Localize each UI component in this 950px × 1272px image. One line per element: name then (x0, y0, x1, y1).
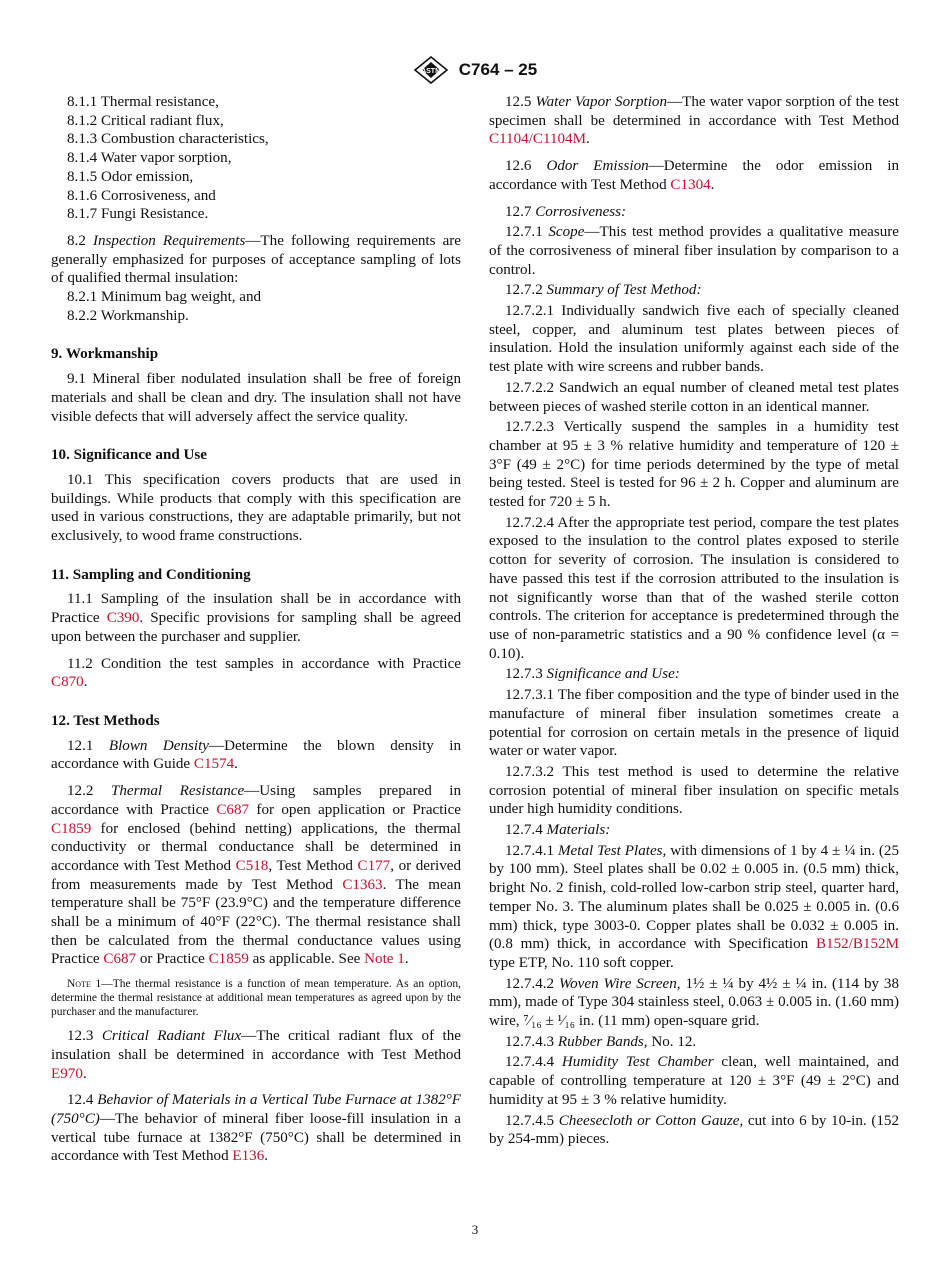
list-8-1 (51, 93, 461, 224)
astm-logo-icon (413, 56, 449, 84)
link-e136[interactable]: E136 (232, 1148, 265, 1165)
link-c1304[interactable]: C1304 (670, 176, 711, 193)
para-10-1: 10.1 This specification covers products that are used in buildings. While products that comply with this specification are used in various constructions, they are adaptable primarily, but not exclusively, to wood frame constructions. (51, 471, 461, 545)
para-12-7-3: 12.7.3 Significance and Use: (505, 666, 680, 683)
link-c687[interactable]: C687 (103, 951, 137, 968)
para-12-7-4-1: 12.7.4.1 Metal Test Plates, with dimensions of 1 by 4 ± ¼ in. (25 by 100 mm). Steel plates shall be 0.02 ± 0.005 in. (0.5 mm) thick, bright No. 2 finish, cold-rolled low-carbon strip steel, quarter hard, temper No. 3. The aluminum plates shall be 0.025 ± 0.005 in. (0.6 mm) thick, type 3003-0. Copper plates shall be 0.032 ± 0.005 in. (0.8 mm) thick, in accordance with Specification B152/B152M type ETP, No. 110 soft copper. (489, 842, 899, 971)
list-item: 8.2.1 Minimum bag weight, and (67, 289, 262, 306)
heading-significance: 10. Significance and Use (51, 447, 207, 464)
page-number: 3 (471, 1222, 479, 1237)
list-item: 8.2.2 Workmanship. (67, 307, 189, 324)
list-item: 8.1.1 Thermal resistance, (67, 94, 219, 110)
list-item: 8.1.3 Combustion characteristics, (67, 131, 269, 148)
para-12-7-4-4: 12.7.4.4 Humidity Test Chamber clean, well maintained, and capable of controlling temperature at 120 ± 3°F (49 ± 2°C) and humidity at 95 ± 3 % relative humidity. (489, 1054, 899, 1108)
para-12-5: 12.5 Water Vapor Sorption—The water vapor sorption of the test specimen shall be determined in accordance with Test Method C1104/C1104M. (489, 94, 899, 148)
link-c1574[interactable]: C1574 (193, 756, 235, 773)
link-e970[interactable]: E970 (51, 1065, 83, 1082)
list-item: 8.1.4 Water vapor sorption, (67, 150, 232, 167)
heading-workmanship: 9. Workmanship (51, 346, 159, 363)
para-12-7-4-5: 12.7.4.5 Cheesecloth or Cotton Gauze, cut into 6 by 10-in. (152 by 254-mm) pieces. (489, 1112, 899, 1148)
para-12-7-4-2: 12.7.4.2 Woven Wire Screen, 1½ ± ¼ by 4½ ± ¼ in. (114 by 38 mm), made of Type 304 stainless steel, 0.063 ± 0.005 in. (1.60 mm) wire, ⁷⁄₁₆ ± ¹⁄₁₆ in. (11 mm) open-square grid. (489, 975, 900, 1030)
document-id: C764 – 25 (458, 60, 538, 79)
link-c1104[interactable]: C1104/C1104M (489, 131, 587, 148)
para-12-7-2-4: 12.7.2.4 After the appropriate test period, compare the test plates exposed to the insulation to the control plates exposed to sterile cotton for severity of corrosion. The insulation is considered to have passed this test if the corrosion attributed to the insulation is not significantly worse than that of the washed sterile cotton controls. The criterion for acceptance is predetermined through the use of non-parametric statistics and a 90 % confidence level (α = 0.10). (489, 514, 899, 662)
link-b152[interactable]: B152/B152M (815, 936, 899, 953)
para-12-2: 12.2 Thermal Resistance—Using samples prepared in accordance with Practice C687 for open application or Practice C1859 for enclosed (behind netting) applications, the thermal conductivity or thermal conductance shall be determined in accordance with Test Method C518, Test Method C177, or derived from measurements made by Test Method C1363. The mean temperature shall be 75°F (23.9°C) and the temperature difference shall be a minimum of 40°F (22°C). The thermal resistance shall then be calculated from the thermal conductance values using Practice C687 or Practice C1859 as applicable. See Note 1. (51, 783, 462, 968)
heading-sampling: 11. Sampling and Conditioning (51, 566, 251, 583)
para-12-7-4: 12.7.4 Materials: (505, 822, 611, 839)
heading-test-methods: 12. Test Methods (51, 712, 160, 729)
note-1: Note 1—The thermal resistance is a function of mean temperature. As an option, determine the thermal resistance at additional mean temperatures as agreed upon by the purchaser and the manufacturer. (51, 978, 461, 1019)
list-8-2 (51, 288, 461, 325)
link-c1363[interactable]: C1363 (342, 876, 383, 893)
link-c687[interactable]: C687 (216, 801, 250, 818)
link-c390[interactable]: C390 (106, 610, 140, 627)
para-9-1: 9.1 Mineral fiber nodulated insulation shall be free of foreign materials and shall be clean and dry. The insulation shall not have visible defects that will adversely affect the service quality. (51, 371, 461, 425)
link-c1859[interactable]: C1859 (208, 951, 249, 968)
para-12-7: 12.7 Corrosiveness: (505, 203, 627, 220)
para-12-7-1: 12.7.1 Scope—This test method provides a qualitative measure of the corrosiveness of mineral fiber insulation by comparison to a control. (489, 224, 899, 278)
list-item: 8.1.5 Odor emission, (67, 168, 194, 185)
para-12-7-2: 12.7.2 Summary of Test Method: (505, 282, 702, 299)
para-11-1: 11.1 Sampling of the insulation shall be in accordance with Practice C390. Specific provisions for sampling shall be agreed upon between the purchaser and supplier. (51, 591, 461, 645)
para-12-3: 12.3 Critical Radiant Flux—The critical radiant flux of the insulation shall be determined in accordance with Test Method E970. (51, 1028, 461, 1082)
list-item: 8.1.7 Fungi Resistance. (67, 206, 209, 223)
para-12-1: 12.1 Blown Density—Determine the blown density in accordance with Guide C1574. (51, 737, 461, 773)
para-12-4: 12.4 Behavior of Materials in a Vertical Tube Furnace at 1382°F (750°C)—The behavior of mineral fiber loose-fill insulation in a vertical tube furnace at 1382°F (750°C) shall be determined in accordance with Test Method E136. (51, 1092, 461, 1165)
para-12-7-4-3: 12.7.4.3 Rubber Bands, No. 12. (505, 1033, 697, 1050)
link-note-1[interactable]: Note 1 (364, 951, 405, 968)
para-12-7-3-1: 12.7.3.1 The fiber composition and the type of binder used in the manufacture of mineral fiber insulation sometimes create a potential for corrosion on certain metals in the presence of liquid water or water vapor. (489, 687, 899, 760)
list-item: 8.1.6 Corrosiveness, and (67, 187, 216, 204)
para-12-7-2-2: 12.7.2.2 Sandwich an equal number of cleaned metal test plates between pieces of washed sterile cotton in an identical manner. (489, 379, 899, 415)
right-column (489, 93, 899, 1151)
svg-text:ASTM: ASTM (420, 68, 441, 75)
page-header (0, 56, 950, 86)
link-c870[interactable]: C870 (51, 674, 84, 691)
link-c177[interactable]: C177 (357, 857, 391, 874)
para-11-2: 11.2 Condition the test samples in accordance with Practice C870. (51, 655, 461, 691)
list-item: 8.1.2 Critical radiant flux, (67, 112, 224, 129)
para-12-6: 12.6 Odor Emission—Determine the odor emission in accordance with Test Method C1304. (489, 158, 900, 193)
link-c518[interactable]: C518 (235, 857, 269, 874)
para-12-7-3-2: 12.7.3.2 This test method is used to determine the relative corrosion potential of mineral fiber insulation on specific metals under high humidity conditions. (489, 763, 899, 818)
para-12-7-2-1: 12.7.2.1 Individually sandwich five each of specially cleaned steel, copper, and aluminum test plates between pieces of insulation. Hold the insulation uniformly against each side of the test plate with wire screens and rubber bands. (489, 303, 899, 376)
left-column (51, 93, 461, 1174)
link-c1859[interactable]: C1859 (51, 820, 92, 837)
para-12-7-2-3: 12.7.2.3 Vertically suspend the samples in a humidity test chamber at 95 ± 3 % relative humidity and temperature of 120 ± 3°F (49 ± 2°C) for time periods determined by the type of metal being tested. Steel is tested for 96 ± 2 h. Copper and aluminum are tested for 720 ± 5 h. (489, 419, 899, 511)
para-8-2: 8.2 Inspection Requirements—The following requirements are generally emphasized for purposes of acceptance sampling of lots of qualified thermal insulation: (51, 232, 461, 287)
